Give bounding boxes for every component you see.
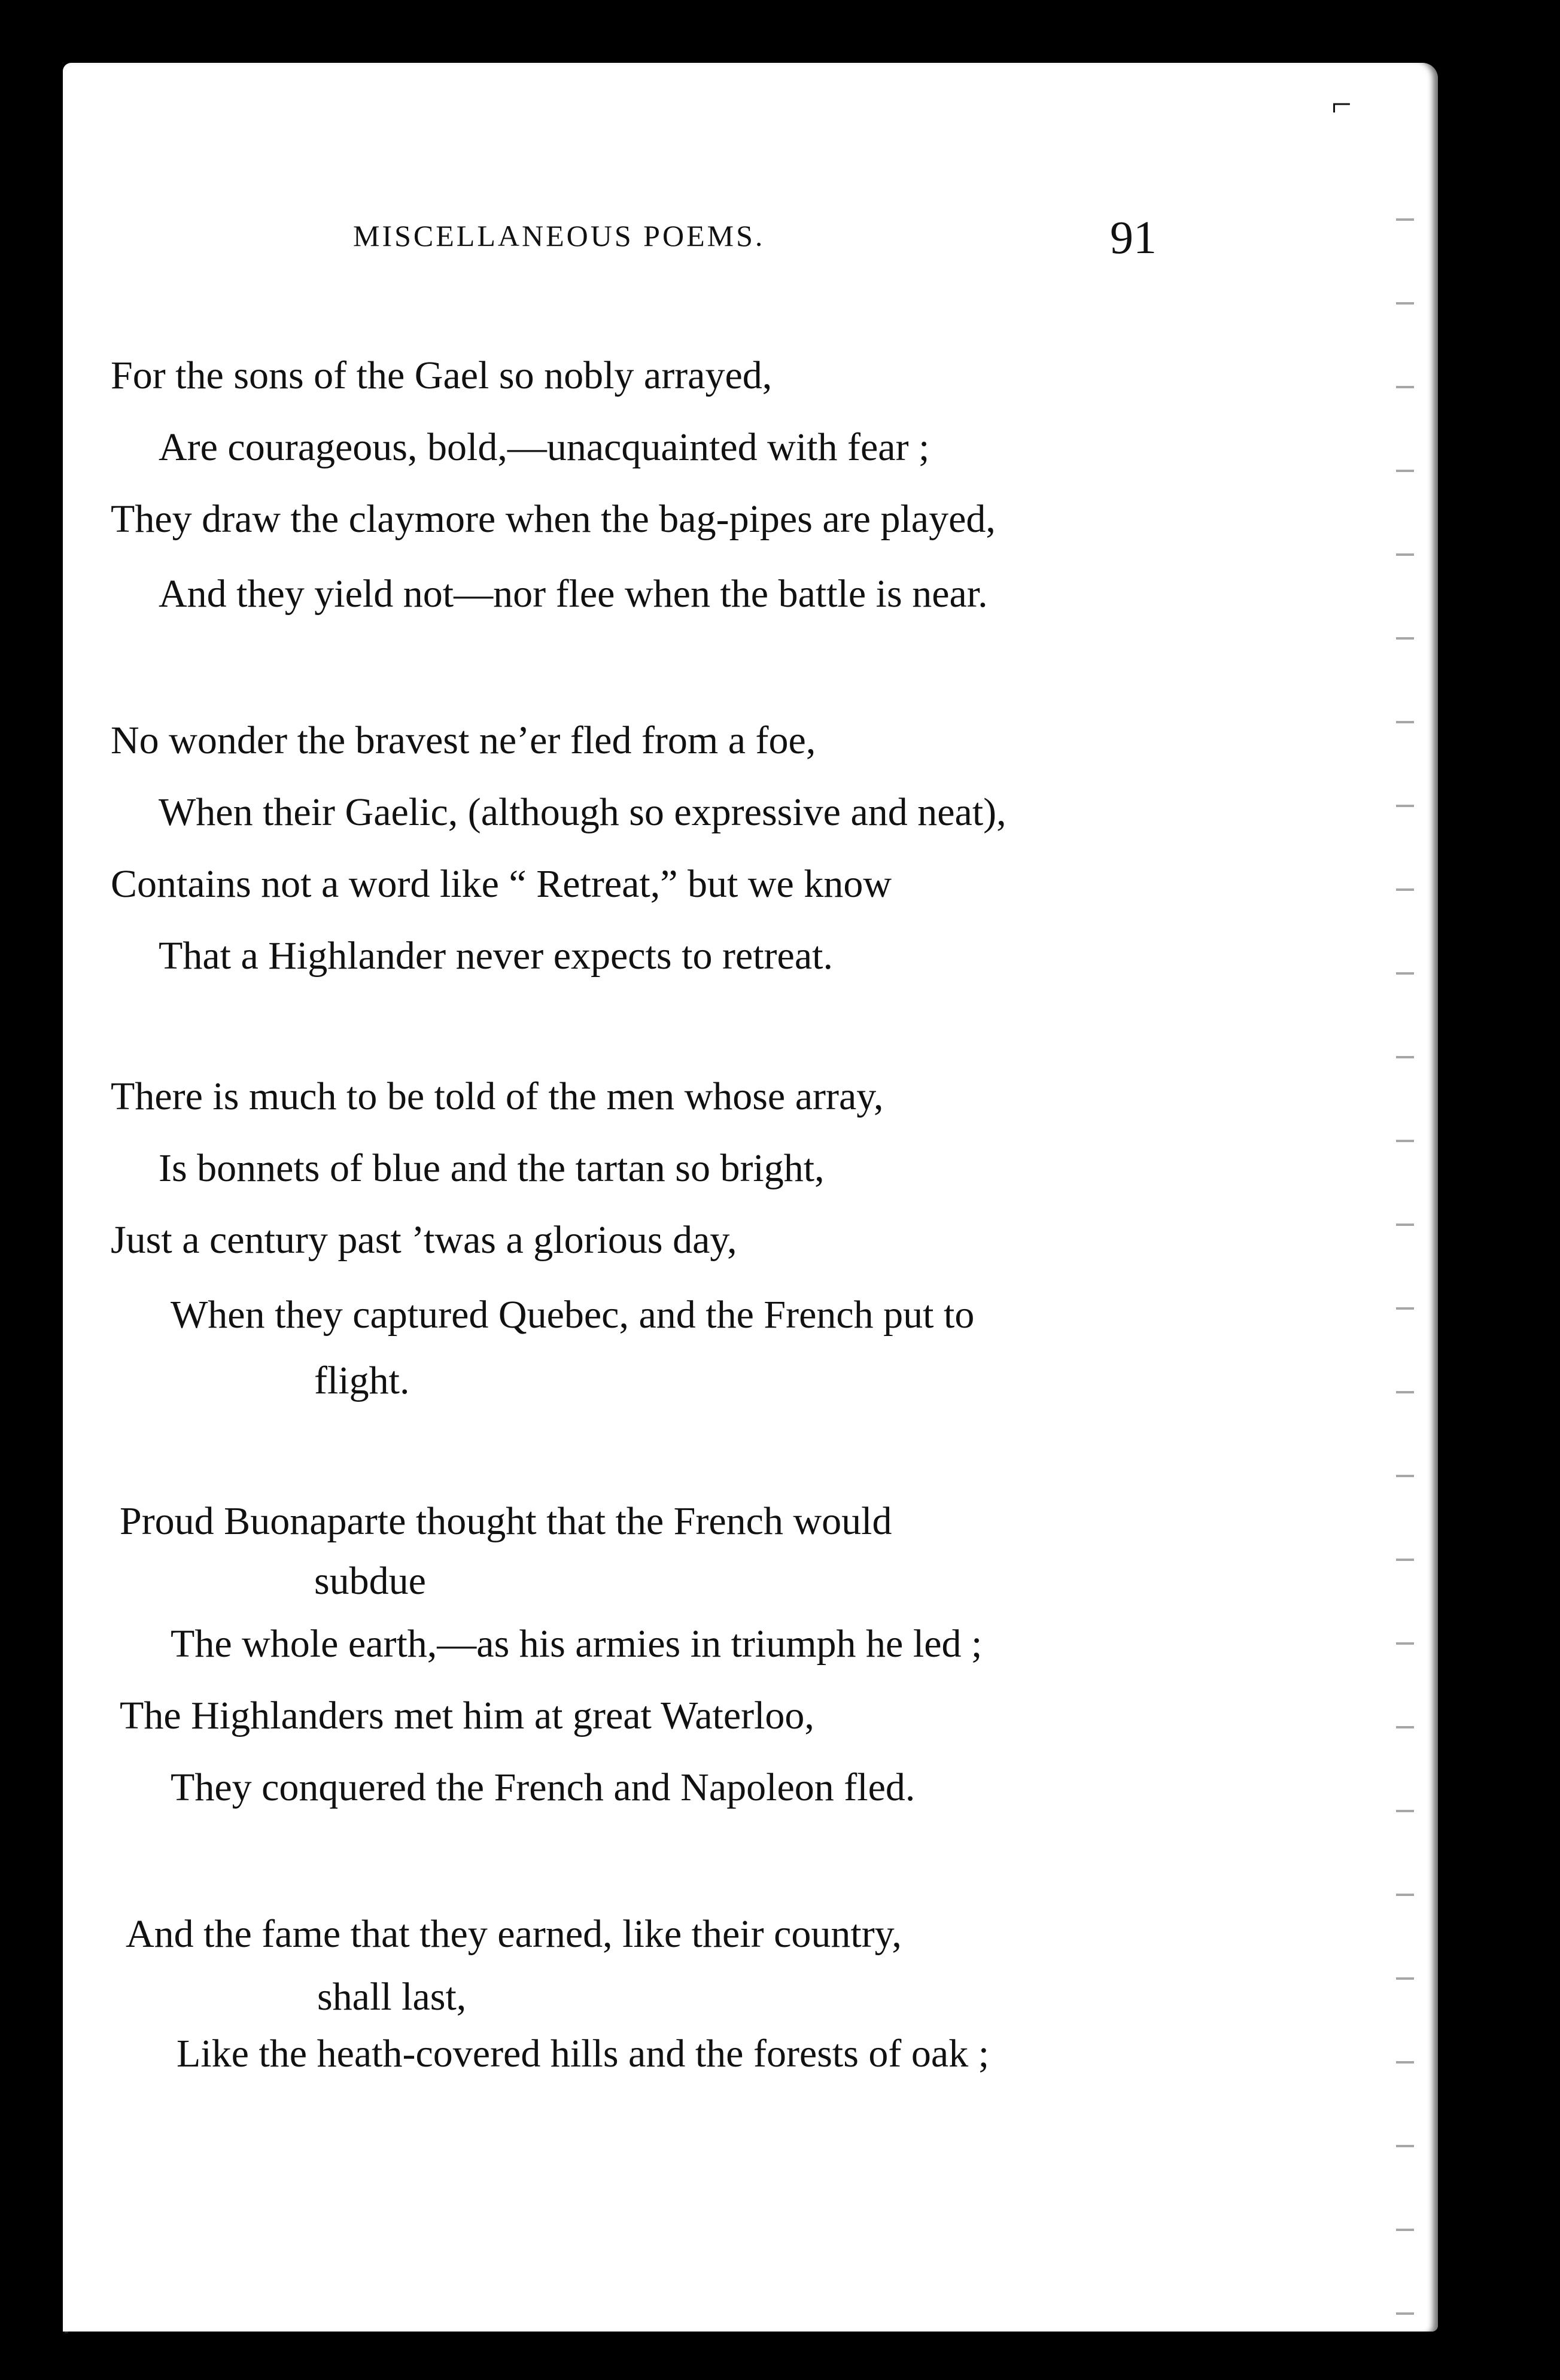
page-edge-texture bbox=[1396, 182, 1414, 2336]
poem-line: They draw the claymore when the bag-pipes are played, bbox=[111, 497, 996, 541]
poem-line-continuation: flight. bbox=[314, 1359, 410, 1402]
poem-line: Like the heath-covered hills and the forests of oak ; bbox=[177, 2032, 990, 2075]
poem-line: No wonder the bravest ne’er fled from a foe, bbox=[111, 719, 816, 762]
poem-line: And the fame that they earned, like their country, bbox=[126, 1912, 902, 1956]
book-page bbox=[63, 63, 1438, 2332]
poem-line: Just a century past ’twas a glorious day, bbox=[111, 1218, 737, 1262]
poem-line-continuation: shall last, bbox=[317, 1975, 467, 2019]
poem-line: Proud Buonaparte thought that the French would bbox=[120, 1499, 892, 1543]
poem-line: Is bonnets of blue and the tartan so bright, bbox=[159, 1146, 825, 1190]
page-number: 91 bbox=[1110, 211, 1157, 263]
poem-line: The Highlanders met him at great Waterloo, bbox=[120, 1694, 814, 1737]
poem-line: When they captured Quebec, and the French put to bbox=[171, 1293, 975, 1337]
poem-line: For the sons of the Gael so nobly arrayed, bbox=[111, 354, 773, 397]
corner-pen-mark: ⌐ bbox=[1331, 84, 1352, 124]
poem-line: There is much to be told of the men whose array, bbox=[111, 1075, 884, 1118]
poem-line: Are courageous, bold,—unacquainted with fear ; bbox=[159, 425, 930, 469]
running-title: MISCELLANEOUS POEMS. bbox=[353, 219, 765, 252]
poem-line: Contains not a word like “ Retreat,” but we know bbox=[111, 862, 892, 906]
poem-line: When their Gaelic, (although so expressive and neat), bbox=[159, 790, 1006, 834]
poem-line: And they yield not—nor flee when the battle is near. bbox=[159, 572, 988, 616]
poem-line-continuation: subdue bbox=[314, 1559, 426, 1603]
poem-line: The whole earth,—as his armies in triumph he led ; bbox=[171, 1622, 983, 1666]
poem-line: They conquered the French and Napoleon fled. bbox=[171, 1766, 916, 1809]
poem-line: That a Highlander never expects to retreat. bbox=[159, 934, 833, 978]
